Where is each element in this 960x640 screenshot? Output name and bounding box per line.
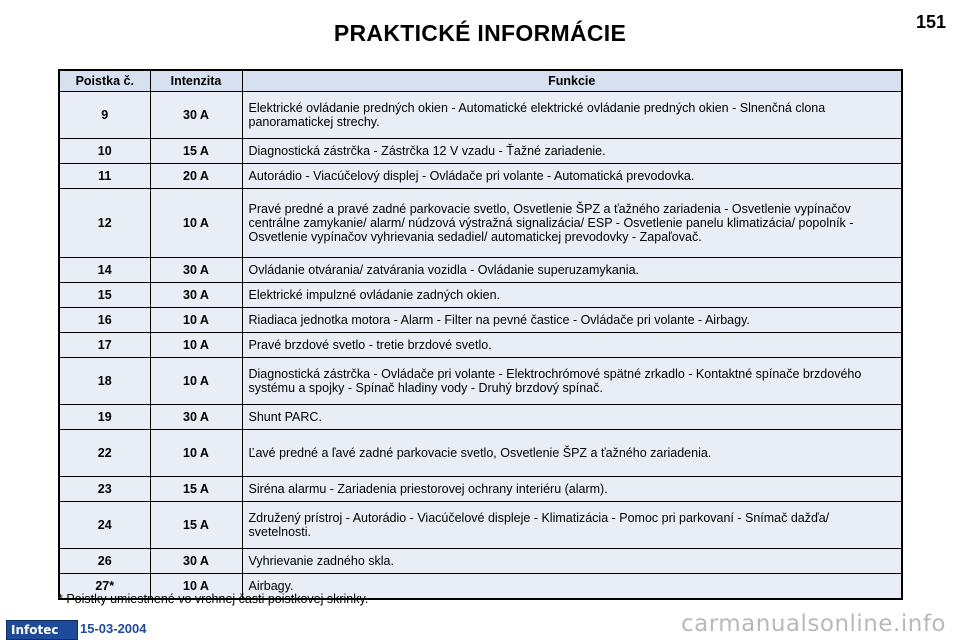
fuse-number: 12 <box>59 189 150 258</box>
table-row <box>59 430 902 477</box>
fuse-number: 10 <box>59 139 150 164</box>
fuse-functions: Ovládanie otvárania/ zatvárania vozidla - Ovládanie superuzamykania. <box>242 258 902 283</box>
fuse-functions: Ľavé predné a ľavé zadné parkovacie svetlo, Osvetlenie ŠPZ a ťažného zariadenia. <box>242 430 902 477</box>
table-row <box>59 333 902 358</box>
fuse-table-container <box>58 69 903 600</box>
table-row <box>59 258 902 283</box>
fuse-number: 26 <box>59 549 150 574</box>
page-title: PRAKTICKÉ INFORMÁCIE <box>333 20 627 46</box>
fuse-intensity: 30 A <box>150 405 242 430</box>
infotec-logo <box>6 620 78 640</box>
fuse-functions: Airbagy. <box>242 574 902 600</box>
fuse-functions: Elektrické impulzné ovládanie zadných okien. <box>242 283 902 308</box>
fuse-functions: Vyhrievanie zadného skla. <box>242 549 902 574</box>
fuse-number: 24 <box>59 502 150 549</box>
fuse-intensity: 10 A <box>150 574 242 600</box>
fuse-intensity: 30 A <box>150 549 242 574</box>
table-row <box>59 477 902 502</box>
page-number: 151 <box>915 12 946 32</box>
fuse-number: 22 <box>59 430 150 477</box>
fuse-functions: Riadiaca jednotka motora - Alarm - Filter na pevné častice - Ovládače pri volante - Airbagy. <box>242 308 902 333</box>
fuse-number: 27* <box>59 574 150 600</box>
fuse-number: 18 <box>59 358 150 405</box>
fuse-functions: Združený prístroj - Autorádio - Viacúčelové displeje - Klimatizácia - Pomoc pri parkovaní - Snímač dažďa/ svetelnosti. <box>242 502 902 549</box>
fuse-intensity: 15 A <box>150 139 242 164</box>
fuse-table <box>58 69 903 600</box>
fuse-number: 17 <box>59 333 150 358</box>
fuse-functions: Diagnostická zástrčka - Zástrčka 12 V vzadu - Ťažné zariadenie. <box>242 139 902 164</box>
print-date: 15-03-2004 <box>80 621 147 636</box>
footnote: * Poistky umiestnené vo vrchnej časti poistkovej skrinky. <box>58 592 369 606</box>
table-row <box>59 92 902 139</box>
logo-text: Infotec <box>11 623 59 637</box>
fuse-intensity: 15 A <box>150 502 242 549</box>
table-row <box>59 308 902 333</box>
fuse-intensity: 30 A <box>150 92 242 139</box>
fuse-intensity: 10 A <box>150 358 242 405</box>
fuse-number: 16 <box>59 308 150 333</box>
fuse-intensity: 30 A <box>150 283 242 308</box>
table-row <box>59 358 902 405</box>
fuse-intensity: 30 A <box>150 258 242 283</box>
fuse-functions: Siréna alarmu - Zariadenia priestorovej ochrany interiéru (alarm). <box>242 477 902 502</box>
fuse-intensity: 10 A <box>150 189 242 258</box>
table-header-row <box>59 70 902 92</box>
fuse-functions: Pravé brzdové svetlo - tretie brzdové svetlo. <box>242 333 902 358</box>
table-row <box>59 405 902 430</box>
fuse-number: 11 <box>59 164 150 189</box>
fuse-functions: Pravé predné a pravé zadné parkovacie svetlo, Osvetlenie ŠPZ a ťažného zariadenia - Osvetlenie vypínačov centrálne zamykanie/ alarm/ núdzová výstražná signalizácia/ ESP - Osvetlenie panelu klimatizácia/ popolník - Osvetlenie vypínačov vyhrievania sedadiel/ automatickej prevodovky - Zapaľovač. <box>242 189 902 258</box>
table-row <box>59 139 902 164</box>
table-row <box>59 283 902 308</box>
fuse-number: 15 <box>59 283 150 308</box>
fuse-intensity: 15 A <box>150 477 242 502</box>
column-header-functions: Funkcie <box>242 70 902 92</box>
fuse-intensity: 20 A <box>150 164 242 189</box>
fuse-number: 19 <box>59 405 150 430</box>
table-row <box>59 164 902 189</box>
table-row <box>59 502 902 549</box>
fuse-functions: Elektrické ovládanie predných okien - Automatické elektrické ovládanie predných okien - Slnenčná clona panoramatickej strechy. <box>242 92 902 139</box>
fuse-functions: Shunt PARC. <box>242 405 902 430</box>
watermark: carmanualsonline.info <box>680 611 946 637</box>
fuse-number: 23 <box>59 477 150 502</box>
fuse-functions: Autorádio - Viacúčelový displej - Ovládače pri volante - Automatická prevodovka. <box>242 164 902 189</box>
column-header-fuse-number: Poistka č. <box>59 70 150 92</box>
fuse-intensity: 10 A <box>150 430 242 477</box>
fuse-intensity: 10 A <box>150 333 242 358</box>
column-header-intensity: Intenzita <box>150 70 242 92</box>
fuse-number: 9 <box>59 92 150 139</box>
fuse-intensity: 10 A <box>150 308 242 333</box>
fuse-functions: Diagnostická zástrčka - Ovládače pri volante - Elektrochrómové spätné zrkadlo - Kontaktné spínače brzdového systému a spojky - Spínač hladiny vody - Druhý brzdový spínač. <box>242 358 902 405</box>
table-row <box>59 549 902 574</box>
table-row <box>59 189 902 258</box>
fuse-number: 14 <box>59 258 150 283</box>
